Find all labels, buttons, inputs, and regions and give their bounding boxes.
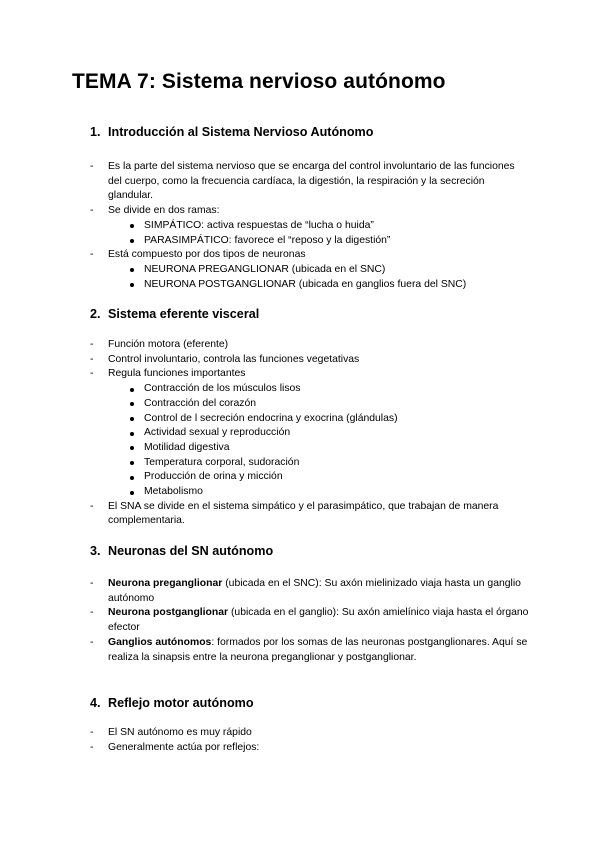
sublist-item: Control de l secreción endocrina y exocrina (glándulas): [126, 412, 530, 427]
sublist-neuronas: [108, 263, 530, 292]
list-item-text: Está compuesto por dos tipos de neuronas: [108, 249, 306, 261]
section-3-heading: [90, 544, 273, 558]
section-2-list: [90, 338, 530, 529]
term-description: (ubicada en el SNC): Su axón mielinizado viaja hasta un ganglio autónomo: [108, 578, 521, 604]
section-2-title: Sistema eferente visceral: [108, 307, 260, 321]
list-item: - El SN autónomo es muy rápido: [90, 726, 530, 741]
sublist-item: Metabolismo: [126, 485, 530, 500]
section-4-title: Reflejo motor autónomo: [108, 696, 254, 710]
section-3-title: Neuronas del SN autónomo: [108, 544, 274, 558]
term-bold: Neurona preganglionar: [108, 578, 223, 589]
list-item: [90, 248, 530, 292]
sublist-ramas: [108, 219, 530, 248]
list-item: - Generalmente actúa por reflejos:: [90, 741, 530, 756]
section-3-list: [90, 577, 530, 665]
term-bold: Ganglios autónomos: [108, 636, 212, 648]
list-item: - El SNA se divide en el sistema simpático y el parasimpático, que trabajan de manera complementaria.: [90, 500, 530, 529]
sublist-item: NEURONA POSTGANGLIONAR (ubicada en ganglios fuera del SNC): [126, 278, 530, 293]
sublist-item: Temperatura corporal, sudoración: [126, 456, 530, 471]
sublist-item: Contracción del corazón: [126, 397, 530, 412]
list-item: [90, 204, 530, 248]
term-description: : formados por los somas de las neuronas postganglionares. Aquí se realiza la sinapsis entre la neurona preganglionar y postganglionar.: [108, 636, 528, 663]
list-item: [90, 367, 530, 499]
sublist-item: Contracción de los músculos lisos: [126, 382, 530, 397]
term-bold: Neurona postganglionar: [108, 607, 229, 619]
sublist-funciones: [108, 382, 530, 500]
list-item: [90, 636, 530, 665]
sublist-item: Motilidad digestiva: [126, 441, 530, 456]
section-2-number: 2.: [90, 307, 101, 321]
section-4-list: [90, 726, 530, 755]
sublist-item: Actividad sexual y reproducción: [126, 426, 530, 441]
sublist-item: Producción de orina y micción: [126, 470, 530, 485]
section-1-list: [90, 160, 530, 292]
section-3-number: 3.: [90, 544, 101, 558]
term-description: (ubicada en el ganglio): Su axón amielínico viaja hasta el órgano efector: [108, 607, 529, 634]
section-1-heading: [90, 125, 373, 139]
list-item: [90, 577, 530, 606]
list-item: - Función motora (eferente): [90, 338, 530, 353]
list-item: [90, 606, 530, 635]
page-title: TEMA 7: Sistema nervioso autónomo: [72, 70, 446, 93]
sublist-item: NEURONA PREGANGLIONAR (ubicada en el SNC): [126, 263, 530, 278]
list-item-text: Se divide en dos ramas:: [108, 205, 220, 217]
sublist-item: SIMPÁTICO: activa respuestas de “lucha o huida”: [126, 219, 530, 234]
section-2-heading: [90, 307, 259, 321]
list-item: - Control involuntario, controla las funciones vegetativas: [90, 353, 530, 368]
sublist-item: PARASIMPÁTICO: favorece el “reposo y la digestión”: [126, 234, 530, 249]
section-1-title: Introducción al Sistema Nervioso Autónomo: [108, 125, 374, 139]
section-4-heading: [90, 696, 254, 710]
section-1-number: 1.: [90, 125, 101, 139]
section-4-number: 4.: [90, 696, 101, 710]
list-item-text: Regula funciones importantes: [108, 368, 246, 380]
list-item: - Es la parte del sistema nervioso que se encarga del control involuntario de las funciones del cuerpo, como la frecuencia cardíaca, la digestión, la respiración y la secreción glandular.: [90, 160, 530, 204]
